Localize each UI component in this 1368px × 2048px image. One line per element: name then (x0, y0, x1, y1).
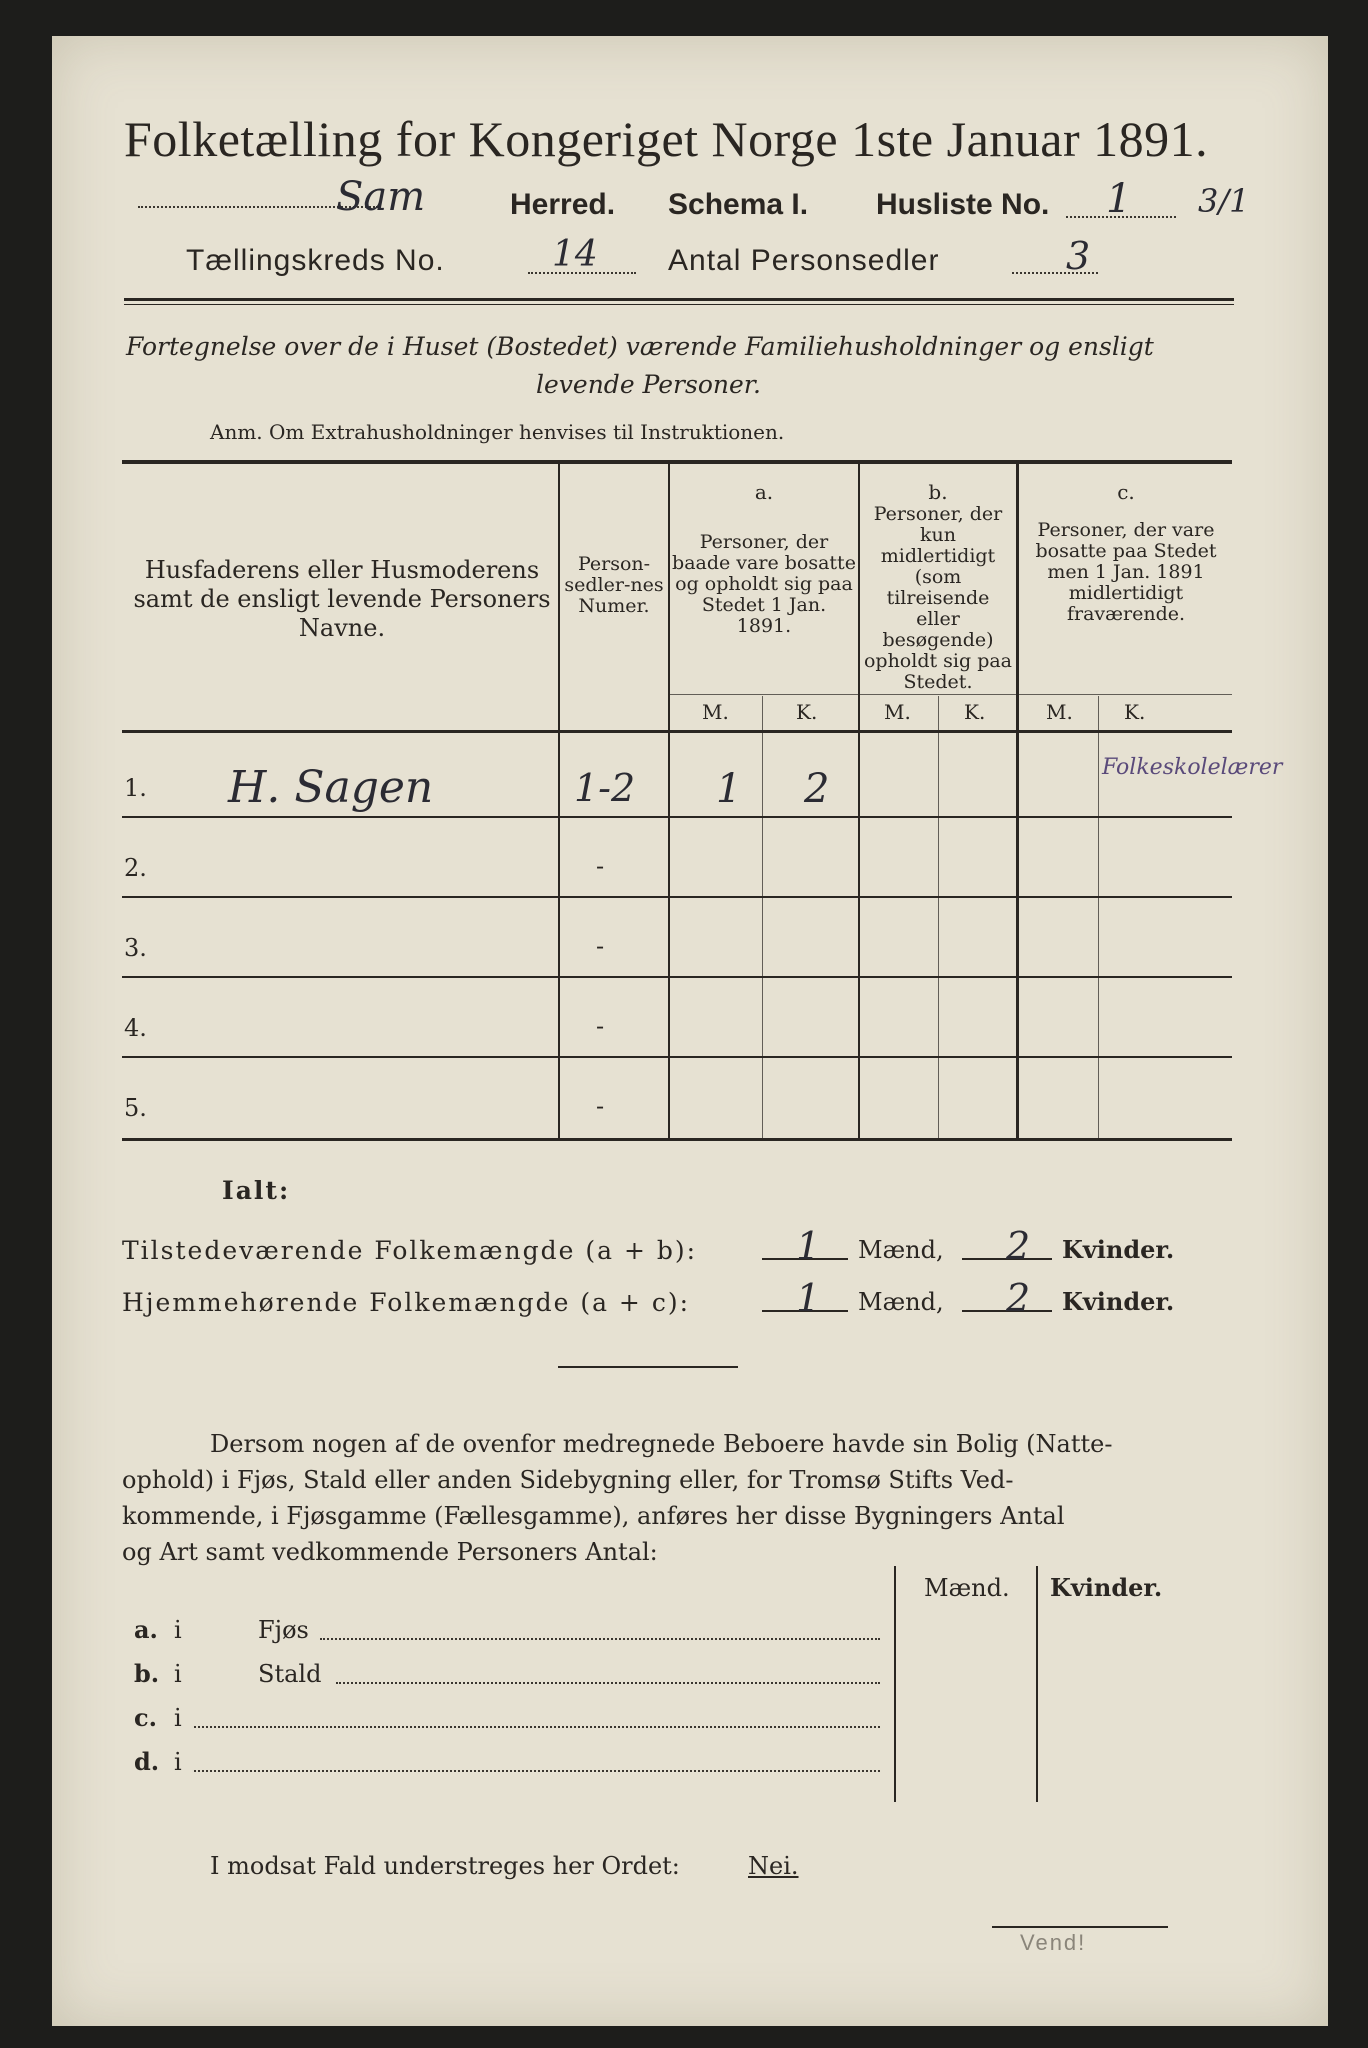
col-c-letter: c. (1117, 480, 1135, 504)
buildings-line-2: ophold) i Fjøs, Stald eller anden Sidebygning eller, for Tromsø Stifts Ved- (122, 1466, 1014, 1494)
row-a-m: 1 (716, 766, 742, 812)
col-b-letter: b. (928, 480, 948, 504)
row-line-3 (122, 976, 1232, 978)
antal-label: Antal Personsedler (668, 244, 940, 277)
row-remark: Folkeskolelærer (1102, 755, 1283, 780)
row-number: 2. (124, 854, 147, 882)
tilst-kvinder-label: Kvinder. (1062, 1235, 1175, 1264)
building-row-dots (194, 1726, 880, 1728)
row-personsedler-num: 1-2 (574, 766, 636, 810)
divider-a (858, 464, 860, 1138)
col-name-header: Husfaderens eller Husmoderens samt de ensligt levende Personers Navne. (133, 556, 551, 642)
building-row-dots (336, 1682, 880, 1684)
building-row-i: i (174, 1616, 182, 1644)
husliste-note: 3/1 (1198, 182, 1250, 220)
section-divider (558, 1366, 738, 1368)
col-a-header: Personer, der baade vare bosatte og opholdt sig paa Stedet 1 Jan. 1891. (672, 531, 856, 637)
hjemme-kvinder-label: Kvinder. (1062, 1287, 1175, 1316)
kreds-label: Tællingskreds No. (186, 244, 445, 277)
row-personsedler-num: - (596, 1092, 605, 1120)
building-row-letter: a. (134, 1615, 158, 1644)
col-b-m: M. (884, 700, 911, 724)
hjemme-kvinder-value: 2 (1006, 1276, 1031, 1320)
vend-rule (992, 1926, 1168, 1928)
buildings-divider-1 (894, 1566, 896, 1802)
buildings-line-4: og Art samt vedkommende Personers Antal: (122, 1538, 658, 1566)
row-number: 3. (124, 934, 147, 962)
divider-c-mk (1098, 696, 1099, 1138)
divider-b-mk (938, 696, 939, 1138)
mk-header-rule (670, 694, 1232, 695)
building-row-label: Stald (258, 1660, 322, 1688)
row-personsedler-num: - (596, 852, 605, 880)
row-number: 5. (124, 1094, 147, 1122)
form-title: Folketælling for Kongeriget Norge 1ste Januar 1891. (124, 111, 1209, 167)
modsat-text: I modsat Fald understreges her Ordet: (210, 1852, 680, 1880)
buildings-divider-2 (1036, 1566, 1038, 1802)
buildings-line-3: kommende, i Fjøsgamme (Fællesgamme), anføres her disse Bygningers Antal (122, 1502, 1065, 1530)
tilst-label: Tilstedeværende Folkemængde (a + b): (122, 1236, 698, 1265)
building-row-letter: d. (134, 1747, 160, 1776)
antal-value: 3 (1066, 234, 1091, 278)
schema-label: Schema I. (668, 188, 809, 221)
header-rule-thin (124, 304, 1234, 305)
divider-num (668, 464, 670, 1138)
hjemme-maend-value: 1 (796, 1276, 821, 1320)
row-line-1 (122, 816, 1232, 818)
tilst-kvinder-value: 2 (1006, 1224, 1031, 1268)
building-row-dots (320, 1638, 880, 1640)
hjemme-label: Hjemmehørende Folkemængde (a + c): (122, 1288, 690, 1317)
building-row-label: Fjøs (258, 1616, 309, 1644)
anm-note: Anm. Om Extrahusholdninger henvises til Instruktionen. (210, 420, 785, 444)
col-a-k: K. (796, 700, 818, 724)
divider-a-mk (762, 696, 763, 1138)
row-line-4 (122, 1056, 1232, 1058)
row-personsedler-num: - (596, 1012, 605, 1040)
nei-word: Nei. (748, 1852, 799, 1880)
divider-b (1016, 464, 1019, 1138)
husliste-label: Husliste No. (876, 188, 1050, 221)
husliste-value: 1 (1106, 176, 1132, 222)
building-row-i: i (174, 1748, 182, 1776)
building-row-dots (194, 1770, 880, 1772)
herred-value: Sam (336, 174, 426, 220)
col-b-k: K. (964, 700, 986, 724)
buildings-line-1: Dersom nogen af de ovenfor medregnede Beboere havde sin Bolig (Natte- (210, 1430, 1113, 1458)
building-row-i: i (174, 1660, 182, 1688)
table-bottom-rule (122, 1138, 1232, 1141)
tilst-maend-value: 1 (796, 1224, 821, 1268)
col-c-m: M. (1046, 700, 1073, 724)
kreds-value: 14 (552, 234, 598, 275)
census-form (52, 36, 1328, 2026)
buildings-col-kvinder: Kvinder. (1050, 1573, 1163, 1602)
buildings-col-maend: Mænd. (924, 1574, 1010, 1602)
row-line-2 (122, 896, 1232, 898)
row-name: H. Sagen (228, 762, 434, 813)
row-personsedler-num: - (596, 932, 605, 960)
header-rule (124, 298, 1234, 301)
tilst-maend-label: Mænd, (858, 1236, 944, 1264)
vend-stamp: Vend! (1020, 1930, 1087, 1955)
intro-line-2: levende Personer. (536, 370, 761, 399)
col-c-k: K. (1124, 700, 1146, 724)
col-c-header: Personer, der vare bosatte paa Stedet men 1 Jan. 1891 midlertidigt fraværende. (1035, 519, 1217, 625)
hjemme-maend-label: Mænd, (858, 1288, 944, 1316)
col-num-header: Person-sedler-nes Numer. (564, 553, 664, 617)
col-a-letter: a. (754, 480, 774, 504)
building-row-letter: c. (134, 1703, 157, 1732)
intro-line-1: Fortegnelse over de i Huset (Bostedet) værende Familiehusholdninger og ensligt (126, 332, 1154, 361)
col-a-m: M. (702, 700, 729, 724)
ialt-label: Ialt: (222, 1176, 291, 1205)
table-header-rule (122, 730, 1232, 733)
row-a-k: 2 (804, 766, 830, 812)
col-b-header: Personer, der kun midlertidigt (som tilreisende eller besøgende) opholdt sig paa Stedet. (863, 503, 1013, 693)
divider-name (558, 464, 560, 1138)
table-top-rule (122, 460, 1232, 464)
building-row-letter: b. (134, 1659, 160, 1688)
row-number: 4. (124, 1014, 147, 1042)
herred-label: Herred. (510, 188, 616, 221)
building-row-i: i (174, 1704, 182, 1732)
row-number: 1. (124, 774, 147, 802)
